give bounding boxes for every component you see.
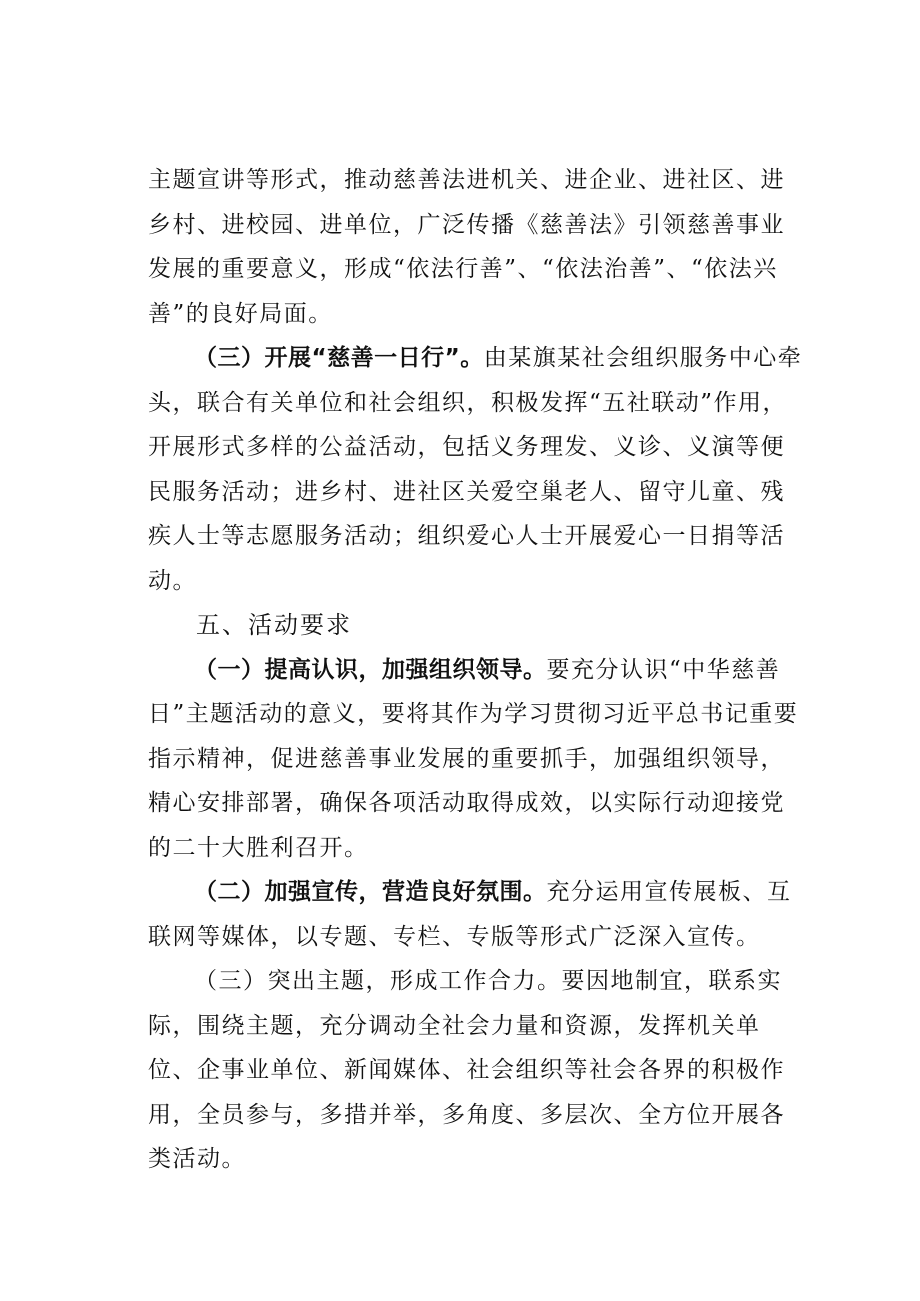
paragraph-publicity-continued xyxy=(148,158,808,336)
paragraph-lead: （一）提高认识，加强组织领导。 xyxy=(194,656,547,683)
paragraph-strengthen-publicity xyxy=(148,870,808,959)
paragraph-text: 主题宣讲等形式，推动慈善法进机关、进企业、进社区、进乡村、进校园、进单位，广泛传播《慈善法》引领慈善事业发展的重要意义，形成“依法行善”、“依法治善”、“依法兴善”的良好局面。 xyxy=(148,167,785,327)
document-body xyxy=(148,158,808,1182)
paragraph-highlight-theme xyxy=(148,959,808,1182)
paragraph-lead: （二）加强宣传，营造良好氛围。 xyxy=(194,879,547,905)
paragraph-text: 要充分认识“中华慈善日”主题活动的意义，要将其作为学习贯彻习近平总书记重要指示精神，促进慈善事业发展的重要抓手，加强组织领导，精心安排部署，确保各项活动取得成效，以实际行动迎接党的二十大胜利召开。 xyxy=(148,656,799,861)
paragraph-text: （三）突出主题，形成工作合力。要因地制宜，联系实际，围绕主题，充分调动全社会力量和资源，发挥机关单位、企事业单位、新闻媒体、社会组织等社会各界的积极作用，全员参与，多措并举，多角度、多层次、全方位开展各类活动。 xyxy=(148,968,785,1172)
paragraph-text: 由某旗某社会组织服务中心牵头，联合有关单位和社会组织，积极发挥“五社联动”作用，开展形式多样的公益活动，包括义务理发、义诊、义演等便民服务活动；进乡村、进社区关爱空巢老人、留守儿童、残疾人士等志愿服务活动；组织爱心人士开展爱心一日捐等活动。 xyxy=(148,345,803,594)
paragraph-lead: （三）开展“慈善一日行”。 xyxy=(194,345,484,371)
paragraph-text: 充分运用宣传展板、互联网等媒体，以专题、专栏、专版等形式广泛深入宣传。 xyxy=(148,879,792,950)
section-heading-activity-requirements: 五、活动要求 xyxy=(196,611,352,639)
paragraph-charity-day-walk xyxy=(148,336,808,603)
paragraph-raise-awareness xyxy=(148,648,808,871)
